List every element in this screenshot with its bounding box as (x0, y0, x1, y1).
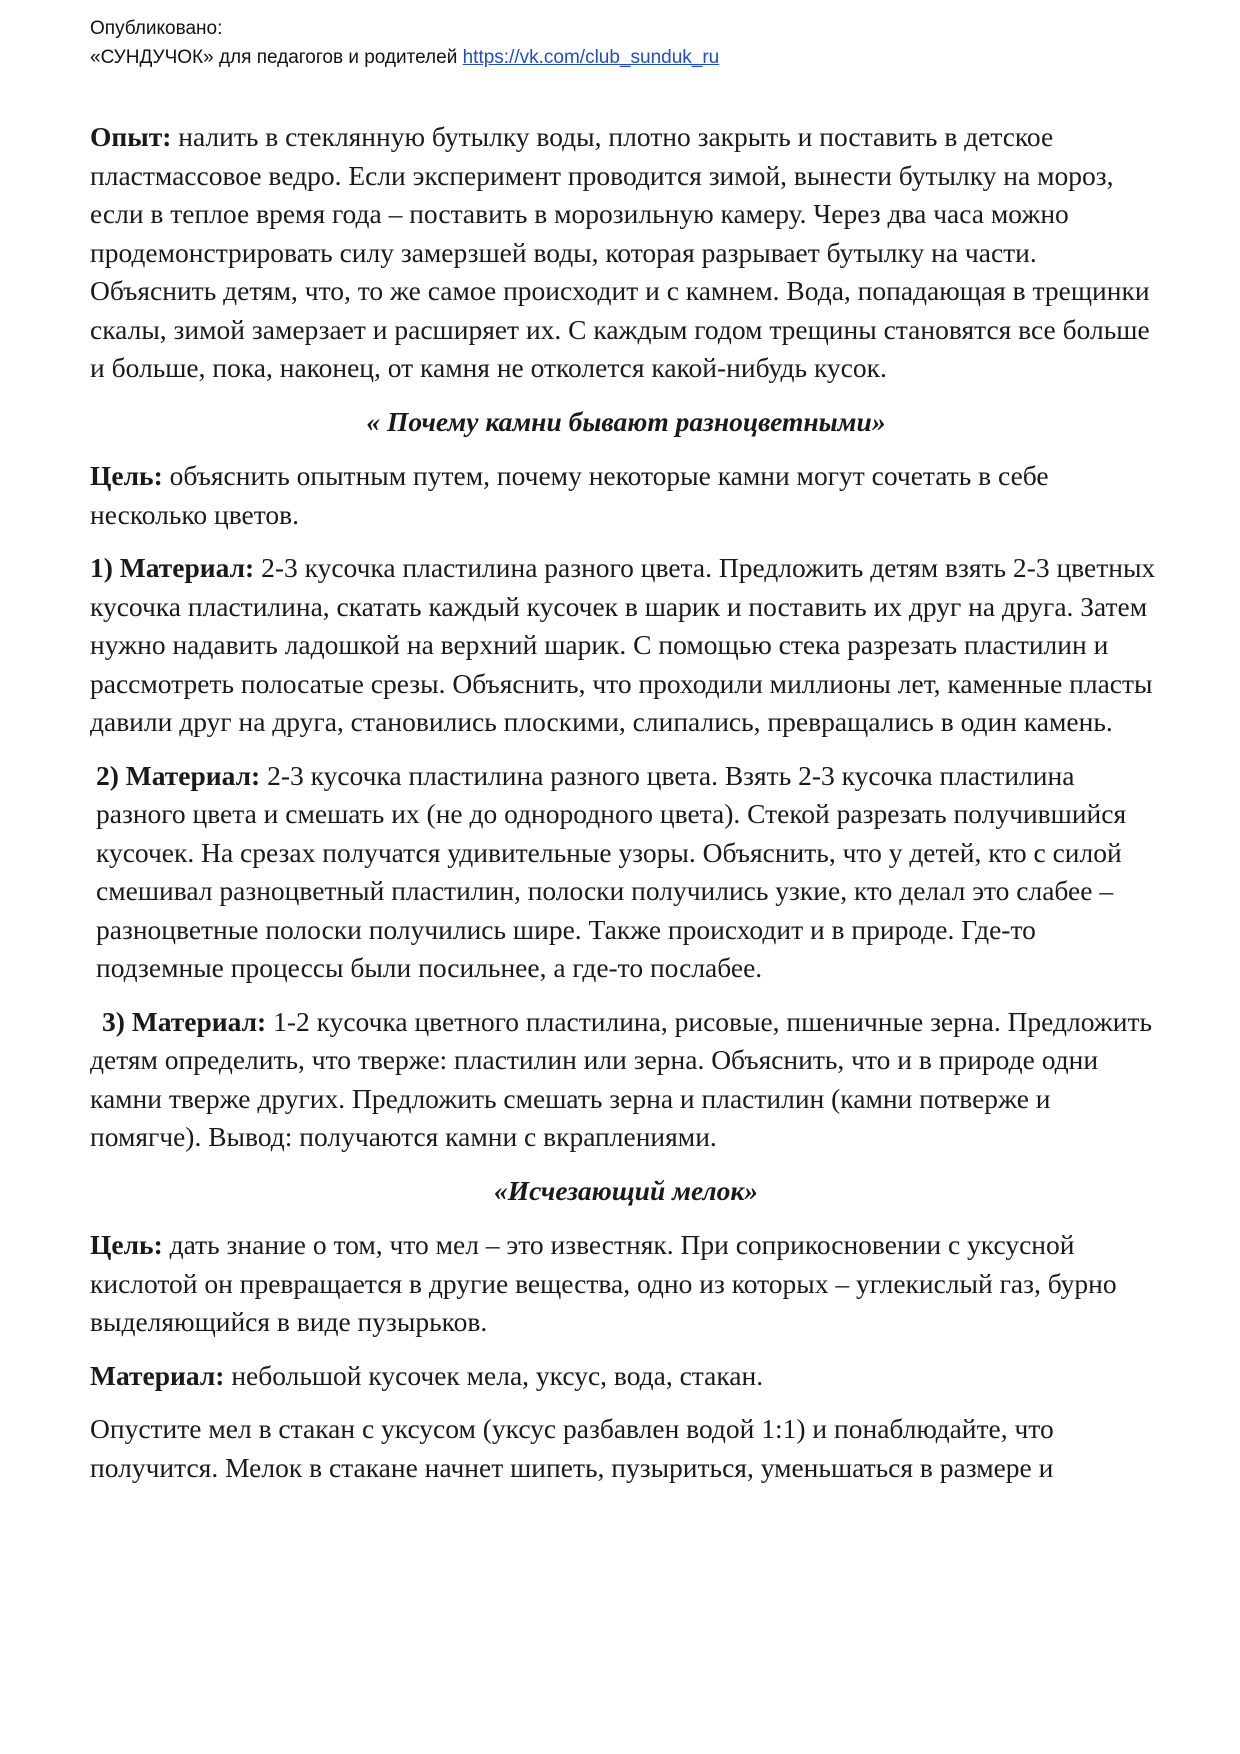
experiment-label: Опыт: (90, 121, 172, 152)
material-paragraph-4 (90, 1357, 1162, 1396)
goal-paragraph-2 (90, 1226, 1162, 1342)
publisher-line (90, 43, 719, 72)
material-label-2: 2) Материал: (96, 759, 261, 791)
section-heading-vanishing-chalk: «Исчезающий мелок» (493, 1174, 759, 1206)
material-text-4: небольшой кусочек мела, уксус, вода, стакан. (224, 1359, 764, 1391)
goal-paragraph-1 (90, 457, 1162, 534)
material-text-2: 2-3 кусочка пластилина разного цвета. Взять 2-3 кусочка пластилина разного цвета и смешать их (не до однородного цвета). Стекой разрезать получившийся кусочек. На срезах получатся удивительные узоры. Объяснить, что у детей, кто с силой смешивал разноцветный пластилин, полоски получились узкие, кто делал это слабее – разноцветные полоски получились шире. Также происходит и в природе. Где-то подземные процессы были посильнее, а где-то послабее. (96, 759, 1127, 983)
final-paragraph: Опустите мел в стакан с уксусом (уксус разбавлен водой 1:1) и понаблюдайте, что получится. Мелок в стакане начнет шипеть, пузыриться, уменьшаться в размере и (90, 1413, 1054, 1483)
material-label-1: 1) Материал: (90, 552, 255, 583)
publisher-name: «СУНДУЧОК» для педагогов и родителей (90, 47, 463, 68)
published-label: Опубликовано: (90, 18, 223, 39)
goal-text-2: дать знание о том, что мел – это известняк. При соприкосновении с уксусной кислотой он превращается в другие вещества, одно из которых – углекислый газ, бурно выделяющийся в виде пузырьков. (90, 1229, 1117, 1337)
material-text-3: 1-2 кусочка цветного пластилина, рисовые, пшеничные зерна. Предложить детям определить, что тверже: пластилин или зерна. Объяснить, что и в природе одни камни тверже других. Предложить смешать зерна и пластилин (камни потверже и помягче). Вывод: получаются камни с вкраплениями. (90, 1005, 1153, 1152)
section-heading-colorful-stones: « Почему камни бывают разноцветными» (366, 405, 886, 437)
experiment-paragraph (90, 118, 1162, 388)
material-label-4: Материал: (90, 1359, 225, 1391)
page-header (90, 14, 719, 72)
material-paragraph-2 (90, 757, 1162, 988)
goal-label-2: Цель: (90, 1229, 163, 1260)
goal-text-1: объяснить опытным путем, почему некоторые камни могут сочетать в себе несколько цветов. (90, 460, 1049, 530)
material-paragraph-3 (90, 1003, 1162, 1157)
material-indent-3 (90, 1006, 102, 1037)
document-body (90, 118, 1162, 1502)
material-label-3: 3) Материал: (102, 1005, 267, 1037)
goal-label-1: Цель: (90, 460, 163, 491)
material-paragraph-1 (90, 549, 1162, 742)
vk-link[interactable]: https://vk.com/club_sunduk_ru (462, 47, 720, 68)
experiment-text: налить в стеклянную бутылку воды, плотно закрыть и поставить в детское пластмассовое ведро. Если эксперимент проводится зимой, вынести бутылку на мороз, если в теплое время года – поставить в морозильную камеру. Через два часа можно продемонстрировать силу замерзшей воды, которая разрывает бутылку на части. Объяснить детям, что, то же самое происходит и с камнем. Вода, попадающая в трещинки скалы, зимой замерзает и расширяет их. С каждым годом трещины становятся все больше и больше, пока, наконец, от камня не отколется какой-нибудь кусок. (90, 121, 1150, 383)
material-text-1: 2-3 кусочка пластилина разного цвета. Предложить детям взять 2-3 цветных кусочка пластилина, скатать каждый кусочек в шарик и поставить их друг на друга. Затем нужно надавить ладошкой на верхний шарик. С помощью стека разрезать пластилин и рассмотреть полосатые срезы. Объяснить, что проходили миллионы лет, каменные пласты давили друг на друга, становились плоскими, слипались, превращались в один камень. (90, 552, 1156, 737)
